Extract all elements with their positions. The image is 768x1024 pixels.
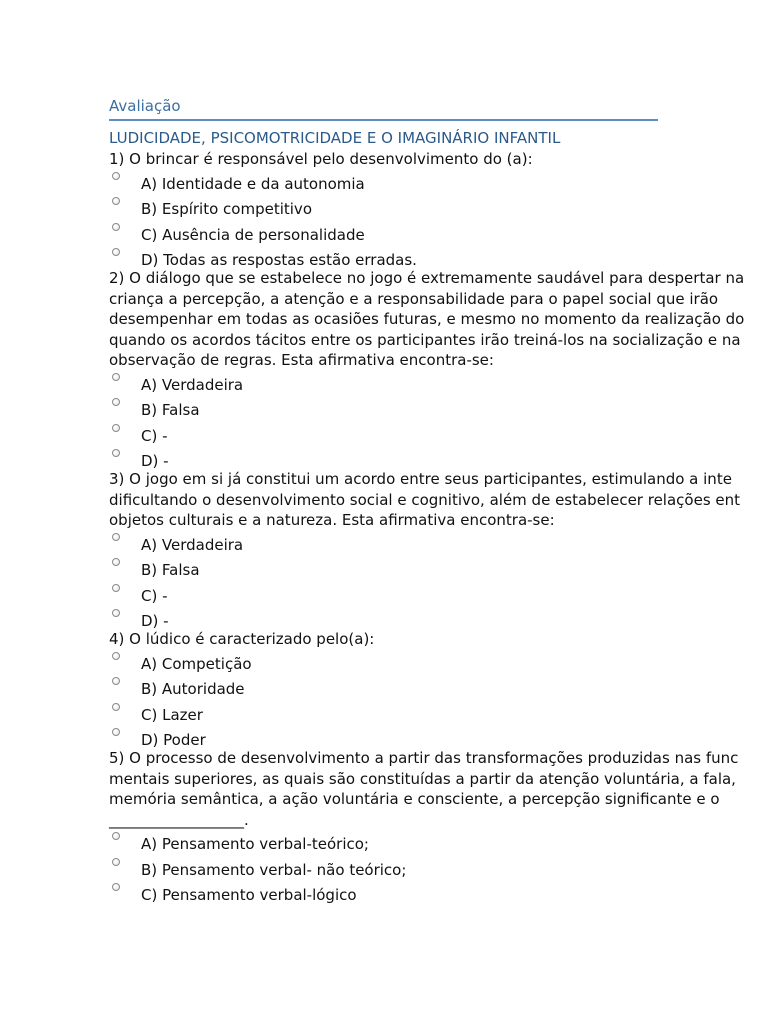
- radio-button[interactable]: [112, 424, 120, 432]
- title-divider: [109, 119, 658, 121]
- option-label: C) Lazer: [141, 705, 203, 724]
- radio-button[interactable]: [112, 703, 120, 711]
- radio-button[interactable]: [112, 223, 120, 231]
- option-4c[interactable]: [109, 701, 768, 727]
- radio-button[interactable]: [112, 652, 120, 660]
- option-label: C) Pensamento verbal-lógico: [141, 886, 357, 904]
- radio-button[interactable]: [112, 449, 120, 457]
- option-label: D) Todas as respostas estão erradas.: [141, 251, 417, 269]
- page-title: Avaliação: [109, 97, 181, 115]
- option-label: B) Espírito competitivo: [141, 200, 312, 218]
- radio-button[interactable]: [112, 858, 120, 866]
- option-3a[interactable]: [109, 531, 768, 557]
- radio-button[interactable]: [112, 197, 120, 205]
- option-3c[interactable]: [109, 582, 768, 608]
- option-label: B) Pensamento verbal- não teórico;: [141, 860, 407, 879]
- radio-button[interactable]: [112, 832, 120, 840]
- question-1: [109, 149, 768, 268]
- option-2a[interactable]: [109, 371, 768, 397]
- option-label: A) Identidade e da autonomia: [141, 174, 365, 193]
- option-2c[interactable]: [109, 422, 768, 448]
- option-label: B) Autoridade: [141, 680, 245, 698]
- option-label: A) Verdadeira: [141, 375, 244, 394]
- question-text: criança a percepção, a atenção e a responsabilidade para o papel social que irão: [109, 289, 719, 308]
- option-3b[interactable]: [109, 556, 768, 582]
- question-text: dificultando o desenvolvimento social e cognitivo, além de estabelecer relações ent: [109, 490, 741, 509]
- radio-button[interactable]: [112, 728, 120, 736]
- question-text: mentais superiores, as quais são constituídas a partir da atenção voluntária, a fala,: [109, 769, 736, 788]
- option-label: B) Falsa: [141, 561, 200, 579]
- radio-button[interactable]: [112, 677, 120, 685]
- option-1c[interactable]: [109, 221, 768, 247]
- option-5b[interactable]: [109, 856, 768, 882]
- option-label: D) Poder: [141, 731, 206, 749]
- radio-button[interactable]: [112, 398, 120, 406]
- question-text: 5) O processo de desenvolvimento a partir das transformações produzidas nas func: [109, 749, 739, 767]
- question-4: [109, 629, 768, 748]
- question-text: 4) O lúdico é caracterizado pelo(a):: [109, 630, 375, 648]
- radio-button[interactable]: [112, 609, 120, 617]
- option-label: A) Competição: [141, 654, 252, 673]
- option-4d[interactable]: [109, 726, 768, 748]
- question-text: 2) O diálogo que se estabelece no jogo é extremamente saudável para despertar na: [109, 269, 745, 287]
- option-label: A) Verdadeira: [141, 535, 244, 554]
- question-text: observação de regras. Esta afirmativa encontra-se:: [109, 351, 494, 369]
- question-text: objetos culturais e a natureza. Esta afirmativa encontra-se:: [109, 511, 555, 529]
- option-4a[interactable]: [109, 650, 768, 676]
- option-label: C) -: [141, 586, 168, 605]
- question-text: 3) O jogo em si já constitui um acordo entre seus participantes, estimulando a inte: [109, 470, 732, 488]
- evaluation-page: [109, 95, 768, 907]
- option-label: C) -: [141, 426, 168, 445]
- option-5c[interactable]: [109, 881, 768, 907]
- radio-button[interactable]: [112, 584, 120, 592]
- question-text: quando os acordos tácitos entre os participantes irão treiná-los na socialização e na: [109, 330, 741, 349]
- subject-title: LUDICIDADE, PSICOMOTRICIDADE E O IMAGINÁRIO INFANTIL: [109, 129, 561, 147]
- question-3: [109, 469, 768, 629]
- option-1a[interactable]: [109, 170, 768, 196]
- option-label: C) Ausência de personalidade: [141, 225, 365, 244]
- option-3d[interactable]: [109, 607, 768, 629]
- option-2b[interactable]: [109, 396, 768, 422]
- option-label: D) -: [141, 612, 169, 630]
- question-text: memória semântica, a ação voluntária e consciente, a percepção significante e o: [109, 790, 720, 808]
- option-label: D) -: [141, 452, 169, 470]
- option-label: B) Falsa: [141, 401, 200, 419]
- option-2d[interactable]: [109, 447, 768, 469]
- option-4b[interactable]: [109, 675, 768, 701]
- question-2: [109, 268, 768, 469]
- radio-button[interactable]: [112, 533, 120, 541]
- radio-button[interactable]: [112, 883, 120, 891]
- question-text: desempenhar em todas as ocasiões futuras, e mesmo no momento da realização do: [109, 310, 745, 328]
- option-5a[interactable]: [109, 830, 768, 856]
- option-1d[interactable]: [109, 246, 768, 268]
- question-5: [109, 748, 768, 907]
- radio-button[interactable]: [112, 172, 120, 180]
- radio-button[interactable]: [112, 558, 120, 566]
- option-label: A) Pensamento verbal-teórico;: [141, 835, 369, 853]
- radio-button[interactable]: [112, 373, 120, 381]
- radio-button[interactable]: [112, 248, 120, 256]
- option-1b[interactable]: [109, 195, 768, 221]
- question-text: __________________.: [109, 810, 249, 829]
- question-text: 1) O brincar é responsável pelo desenvolvimento do (a):: [109, 150, 533, 168]
